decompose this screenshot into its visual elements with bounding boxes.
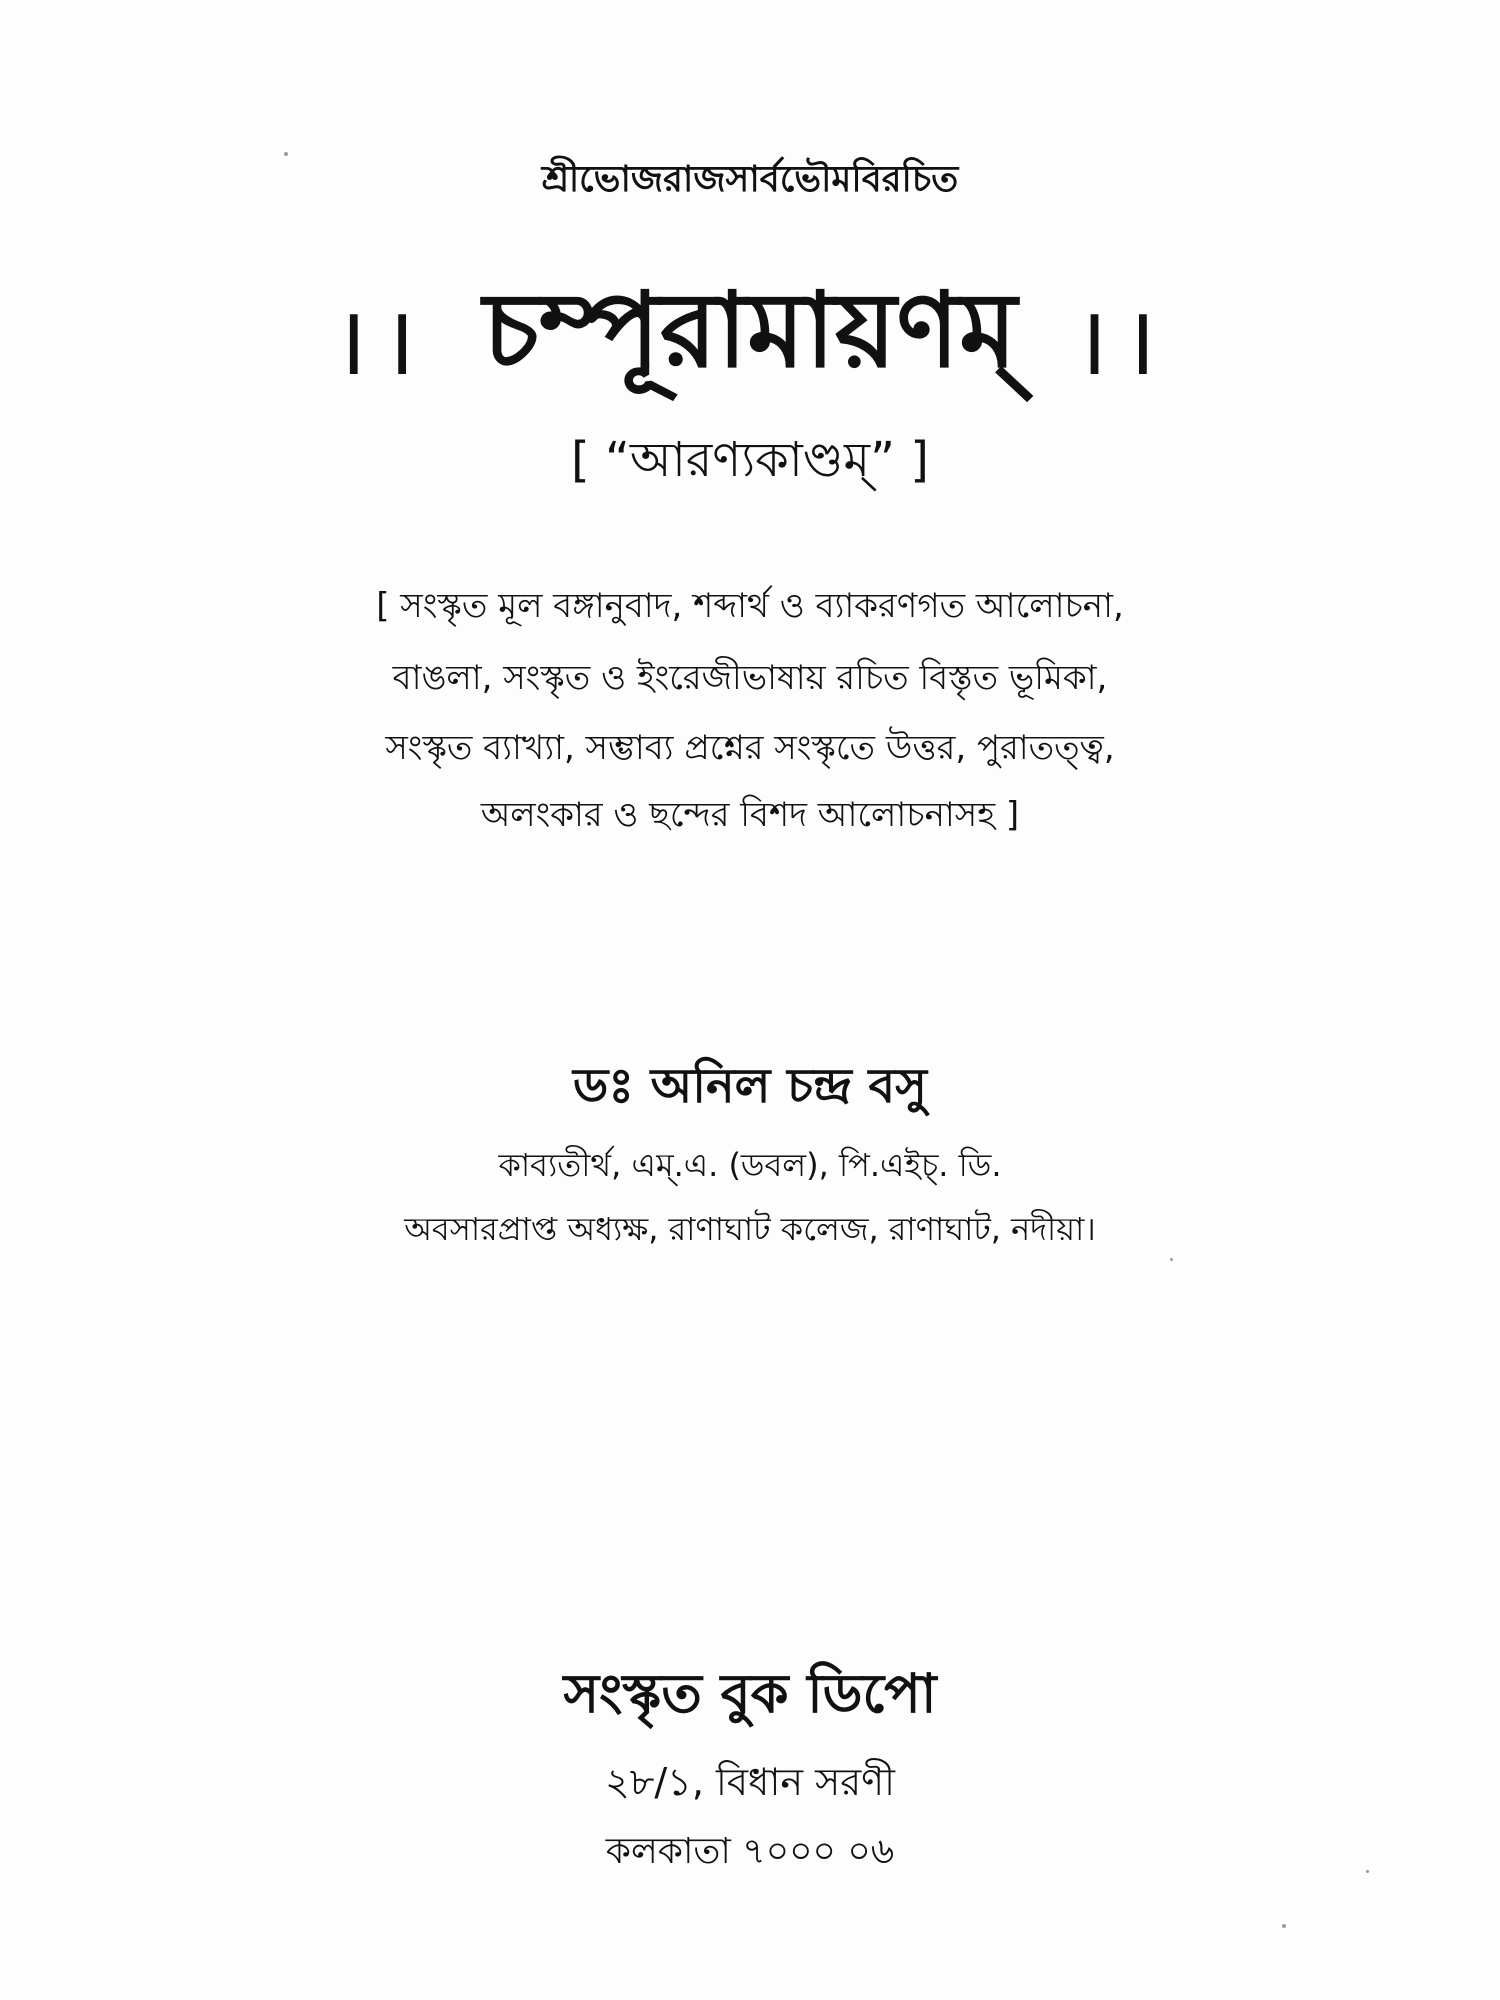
title-block bbox=[0, 250, 1500, 397]
publisher-name: সংস্কৃত বুক ডিপো bbox=[563, 1662, 937, 1725]
author-name: ডঃ অনিল চন্দ্র বসু bbox=[573, 1058, 927, 1114]
description-line-2: বাঙলা, সংস্কৃত ও ইংরেজীভাষায় রচিত বিস্তৃত ভূমিকা, bbox=[392, 658, 1108, 698]
book-title: চম্পূরামায়ণম্ bbox=[483, 269, 1017, 391]
scan-speck bbox=[1366, 1870, 1369, 1873]
publisher-address: ২৮/১, বিধান সরণী bbox=[605, 1760, 895, 1804]
title-right-mark: ।। bbox=[1071, 284, 1169, 397]
scan-speck bbox=[1170, 1258, 1173, 1261]
description-line-3: সংস্কৃত ব্যাখ্যা, সম্ভাব্য প্রশ্নের সংস্কৃতে উত্তর, পুরাতত্ত্ব, bbox=[385, 728, 1115, 768]
scan-speck bbox=[284, 152, 288, 156]
author-position: অবসারপ্রাপ্ত অধ্যক্ষ, রাণাঘাট কলেজ, রাণাঘাট, নদীয়া। bbox=[404, 1210, 1096, 1248]
scan-speck bbox=[1282, 1924, 1286, 1928]
publisher-city: কলকাতা ৭০০০ ০৬ bbox=[605, 1831, 895, 1872]
attribution-line: শ্রীভোজরাজসার্বভৌমবিরচিত bbox=[541, 159, 959, 200]
description-line-1: [ সংস্কৃত মূল বঙ্গানুবাদ, শব্দার্থ ও ব্যাকরণগত আলোচনা, bbox=[376, 586, 1124, 626]
book-subtitle: [ “আরণ্যকাণ্ডম্” ] bbox=[571, 432, 929, 488]
author-credentials: কাব্যতীর্থ, এম্.এ. (ডবল), পি.এইচ্. ডি. bbox=[498, 1146, 1002, 1184]
title-left-mark: ।। bbox=[331, 284, 428, 397]
description-line-4: অলংকার ও ছন্দের বিশদ আলোচনাসহ ] bbox=[480, 795, 1020, 835]
